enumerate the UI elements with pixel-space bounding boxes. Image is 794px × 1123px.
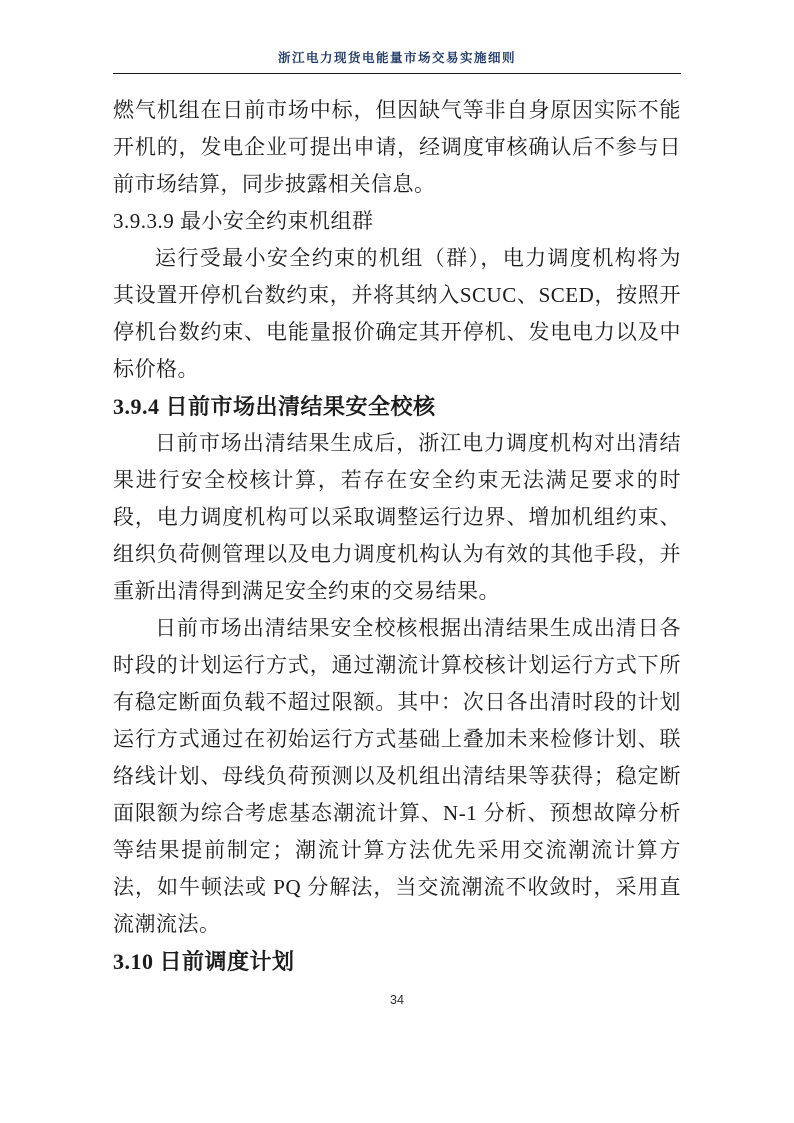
page-number: 34 — [390, 993, 404, 1007]
section-heading: 3.10 日前调度计划 — [113, 949, 295, 974]
document-header-title: 浙江电力现货电能量市场交易实施细则 — [277, 51, 516, 65]
section-heading: 3.9.3.9 最小安全约束机组群 — [113, 209, 374, 233]
page-footer — [0, 991, 794, 1009]
section-heading: 3.9.4 日前市场出清结果安全校核 — [113, 394, 436, 419]
paragraph: 运行受最小安全约束的机组（群），电力调度机构将为其设置开停机台数约束，并将其纳入SCUC、SCED，按照开停机台数约束、电能量报价确定其开停机、发电电力以及中标价格。 — [113, 246, 681, 381]
page-header — [113, 48, 681, 74]
paragraph: 日前市场出清结果安全校核根据出清结果生成出清日各时段的计划运行方式，通过潮流计算校核计划运行方式下所有稳定断面负载不超过限额。其中：次日各出清时段的计划运行方式通过在初始运行方式基础上叠加未来检修计划、联络线计划、母线负荷预测以及机组出清结果等获得；稳定断面限额为综合考虑基态潮流计算、N-1 分析、预想故障分析等结果提前制定；潮流计算方法优先采用交流潮流计算方法，如牛顿法或 PQ 分解法，当交流潮流不收敛时，采用直流潮流法。 — [113, 616, 681, 936]
paragraph: 日前市场出清结果生成后，浙江电力调度机构对出清结果进行安全校核计算，若存在安全约束无法满足要求的时段，电力调度机构可以采取调整运行边界、增加机组约束、组织负荷侧管理以及电力调度机构认为有效的其他手段，并重新出清得到满足安全约束的交易结果。 — [113, 431, 681, 603]
paragraph: 燃气机组在日前市场中标，但因缺气等非自身原因实际不能开机的，发电企业可提出申请，经调度审核确认后不参与日前市场结算，同步披露相关信息。 — [113, 98, 681, 196]
document-body — [113, 92, 681, 980]
